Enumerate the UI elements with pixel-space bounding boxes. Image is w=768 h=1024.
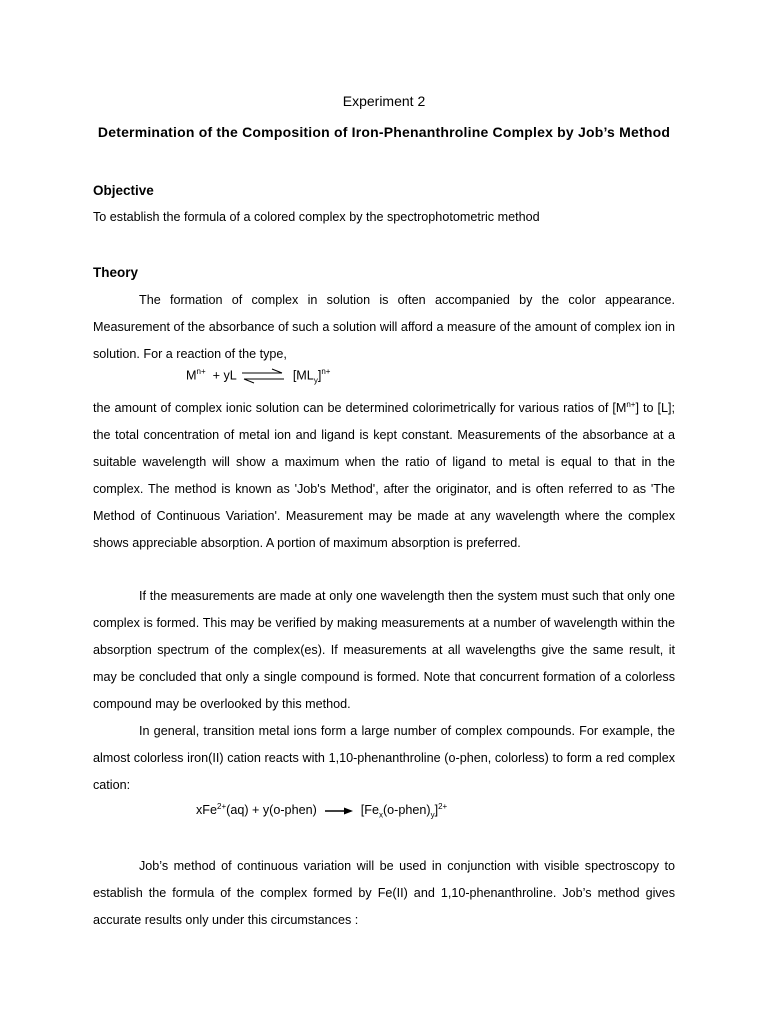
eq2-product-sub-y: y xyxy=(430,810,435,820)
eq2-reactant-charge: 2+ xyxy=(217,801,227,811)
para2-charge: n+ xyxy=(626,399,636,409)
theory-heading: Theory xyxy=(93,265,139,280)
para2-text-b: ] to [L]; the total concentration of metal ion and ligand is kept constant. Measurements of the absorbance at a suitable wavelength will show a maximum when the ratio of ligand to metal is equal to that in the complex. The method is known as 'Job's Method', after the originator, and is often referred to as 'The Method of Continuous Variation'. Measurement may be made at any wavelength where the complex shows appreciable absorption. A portion of maximum absorption is preferred. xyxy=(93,401,675,550)
document-subtitle: Determination of the Composition of Iron-Phenanthroline Complex by Job’s Method xyxy=(97,124,671,140)
eq2-product-mid: (o-phen) xyxy=(382,803,431,817)
eq2-reactant-rest: (aq) + y(o-phen) xyxy=(226,803,317,817)
complex-formation-equation xyxy=(196,801,448,820)
eq1-product: [ML xyxy=(292,368,314,383)
theory-paragraph-4: In general, transition metal ions form a large number of complex compounds. For example, the almost colorless iron(II) cation reacts with 1,10-phenanthroline (o-phen, colorless) to form a red complex cation: xyxy=(93,724,675,792)
eq1-plus-ligand: + yL xyxy=(212,368,237,383)
equilibrium-equation xyxy=(186,368,330,384)
reaction-arrow-icon xyxy=(324,806,354,816)
equilibrium-arrow-icon xyxy=(240,368,286,384)
eq1-metal-charge: n+ xyxy=(196,367,206,377)
eq2-product-sub-x: x xyxy=(378,810,383,820)
experiment-title: Experiment 2 xyxy=(342,93,426,109)
theory-paragraph-5: Job’s method of continuous variation will be used in conjunction with visible spectroscopy to establish the formula of the complex formed by Fe(II) and 1,10-phenanthroline. Job’s method gives accurate results only under this circumstances : xyxy=(93,859,675,927)
eq1-product-close: ] xyxy=(317,368,322,383)
eq1-product-sub: y xyxy=(313,375,318,385)
objective-text: To establish the formula of a colored complex by the spectrophotometric method xyxy=(93,210,540,224)
eq1-product-charge: n+ xyxy=(321,367,331,377)
objective-heading: Objective xyxy=(93,183,154,198)
eq1-metal: M xyxy=(186,368,197,383)
eq2-product-close: ] xyxy=(434,803,439,817)
eq2-product-charge: 2+ xyxy=(438,801,448,811)
theory-paragraph-2 xyxy=(93,395,675,557)
theory-paragraph-1: The formation of complex in solution is often accompanied by the color appearance. Measurement of the absorbance of such a solution will afford a measure of the amount of complex ion in solution. For a reaction of the type, xyxy=(93,293,675,361)
eq2-reactant: xFe xyxy=(196,803,217,817)
theory-paragraph-3: If the measurements are made at only one wavelength then the system must such that only one complex is formed. This may be verified by making measurements at a number of wavelength within the absorption spectrum of the complex(es). If measurements at all wavelengths give the same result, it may be concluded that only a single compound is formed. Note that concurrent formation of a colorless compound may be overlooked by this method. xyxy=(93,589,675,711)
para2-text-a: the amount of complex ionic solution can be determined colorimetrically for various ratios of [M xyxy=(93,401,627,415)
eq2-product-open: [Fe xyxy=(360,803,379,817)
